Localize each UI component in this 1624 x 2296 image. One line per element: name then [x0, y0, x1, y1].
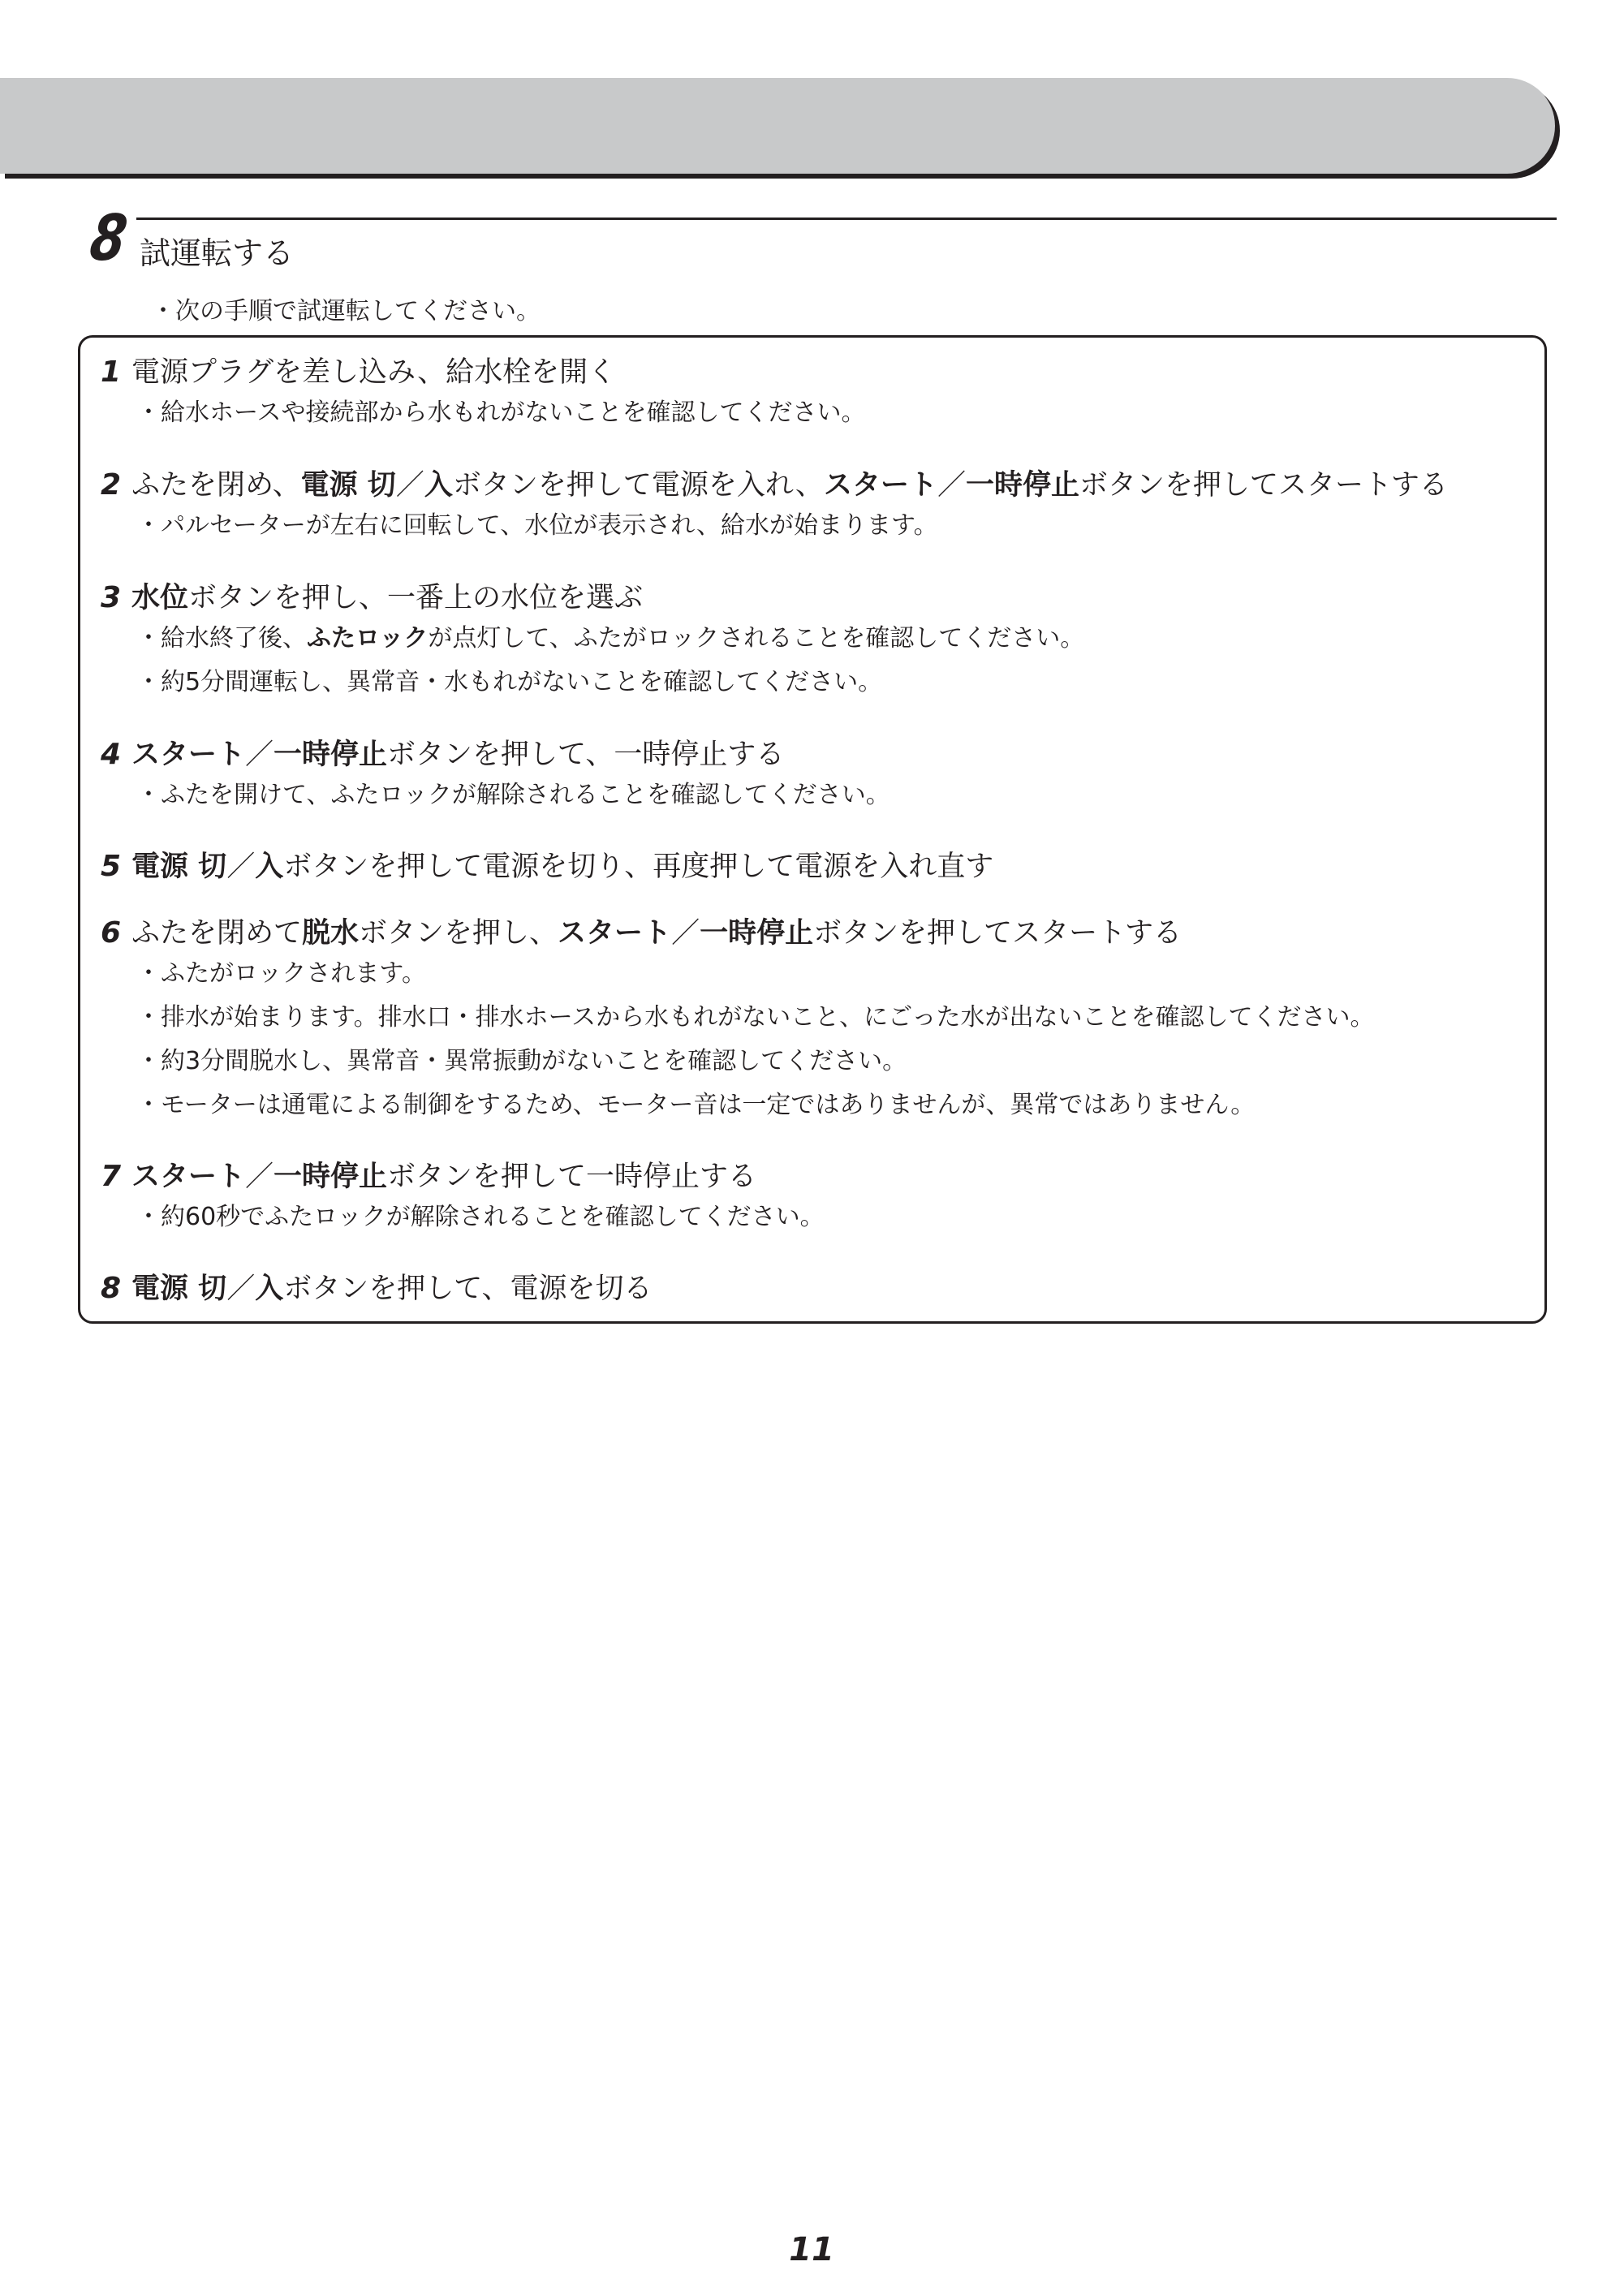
page-number: 11: [789, 2231, 834, 2268]
step-text: 電源プラグを差し込み、給水栓を開く: [131, 356, 617, 389]
step-text-bold: 一時停止: [274, 1161, 388, 1193]
step-note: ・ふたがロックされます。: [136, 959, 426, 988]
step-note: ・給水ホースや接続部から水もれがないことを確認してください。: [136, 398, 866, 427]
step-text-bold: 入: [424, 469, 453, 502]
step-text: ボタンを押して一時停止する: [387, 1161, 757, 1193]
section-title: 試運転する: [140, 235, 295, 271]
step-number: 1: [101, 355, 122, 389]
section-number: 8: [85, 202, 131, 275]
step-heading: [101, 355, 866, 390]
step-text: ふたを閉め、: [131, 469, 301, 502]
step-text-bold: スタート: [823, 469, 937, 502]
step-text-slash: ／: [245, 1161, 274, 1193]
step-text-slash: ／: [671, 917, 700, 950]
step-number: 7: [101, 1160, 122, 1193]
step-text-bold: スタート: [131, 739, 246, 771]
step-text-slash: ／: [395, 469, 424, 502]
step-text-slash: ／: [226, 851, 256, 883]
step-number: 4: [101, 738, 122, 771]
step-note: [101, 622, 1084, 655]
step-text: ボタンを押して電源を切り、再度押して電源を入れ直す: [283, 851, 994, 883]
step-text: ふたを閉めて: [131, 917, 303, 950]
step-text-bold: 入: [255, 851, 284, 883]
step-note: ・約3分間脱水し、異常音・異常振動がないことを確認してください。: [136, 1047, 907, 1075]
step-text-slash: ／: [937, 469, 966, 502]
step-note: ・約60秒でふたロックが解除されることを確認してください。: [136, 1203, 825, 1231]
step-text-bold: 一時停止: [700, 917, 814, 950]
step-number: 6: [101, 916, 122, 950]
step-text-bold: 電源 切: [300, 469, 396, 502]
step-text-bold: 一時停止: [965, 469, 1079, 502]
step-text: ボタンを押してスタートする: [813, 917, 1182, 950]
step-text-bold: 脱水: [302, 917, 360, 950]
step-text: ボタンを押して、一時停止する: [387, 739, 785, 771]
step-heading: [101, 467, 1448, 503]
note-text-bold: ふたロック: [307, 624, 429, 653]
step-4: [101, 737, 890, 812]
step-text: ボタンを押し、一番上の水位を選ぶ: [188, 582, 644, 614]
step-text-bold: 水位: [131, 582, 189, 614]
header-band: [0, 78, 1555, 174]
step-7: [101, 1159, 825, 1234]
step-text-bold: 電源 切: [131, 851, 227, 883]
step-text-bold: 電源 切: [131, 1273, 227, 1305]
step-text: ボタンを押し、: [359, 917, 558, 950]
step-note: ・約5分間運転し、異常音・水もれがないことを確認してください。: [136, 668, 883, 696]
step-text-bold: スタート: [558, 917, 672, 950]
step-number: 8: [101, 1272, 122, 1305]
step-heading: [101, 580, 1084, 616]
step-number: 2: [101, 468, 122, 502]
step-heading: [101, 849, 993, 885]
step-1: [101, 355, 866, 429]
step-text: ボタンを押して電源を入れ、: [452, 469, 824, 502]
step-8: [101, 1271, 653, 1307]
step-text: ボタンを押してスタートする: [1079, 469, 1448, 502]
step-heading: [101, 1159, 825, 1195]
step-text-bold: 入: [255, 1273, 284, 1305]
section-intro: ・次の手順で試運転してください。: [151, 297, 541, 325]
step-note: ・モーターは通電による制御をするため、モーター音は一定ではありませんが、異常ではありません。: [136, 1091, 1256, 1119]
note-text: が点灯して、ふたがロックされることを確認してください。: [428, 624, 1085, 653]
step-text-slash: ／: [245, 739, 274, 771]
step-heading: [101, 915, 1375, 951]
step-note: ・排水が始まります。排水口・排水ホースから水もれがないこと、にごった水が出ないことを確認してください。: [136, 1003, 1375, 1032]
step-note: ・ふたを開けて、ふたロックが解除されることを確認してください。: [136, 781, 890, 809]
step-6: [101, 915, 1375, 1122]
step-number: 3: [101, 581, 122, 614]
step-heading: [101, 1271, 653, 1307]
step-heading: [101, 737, 890, 773]
step-text-slash: ／: [226, 1273, 256, 1305]
step-text: ボタンを押して、電源を切る: [283, 1273, 653, 1305]
note-text: ・給水終了後、: [136, 624, 307, 653]
step-text-bold: 一時停止: [274, 739, 388, 771]
step-text-bold: スタート: [131, 1161, 246, 1193]
step-5: [101, 849, 993, 885]
step-number: 5: [101, 850, 122, 883]
step-3: [101, 580, 1084, 699]
section-rule: [136, 218, 1557, 220]
step-note: ・パルセーターが左右に回転して、水位が表示され、給水が始まります。: [136, 511, 938, 540]
step-2: [101, 467, 1448, 542]
